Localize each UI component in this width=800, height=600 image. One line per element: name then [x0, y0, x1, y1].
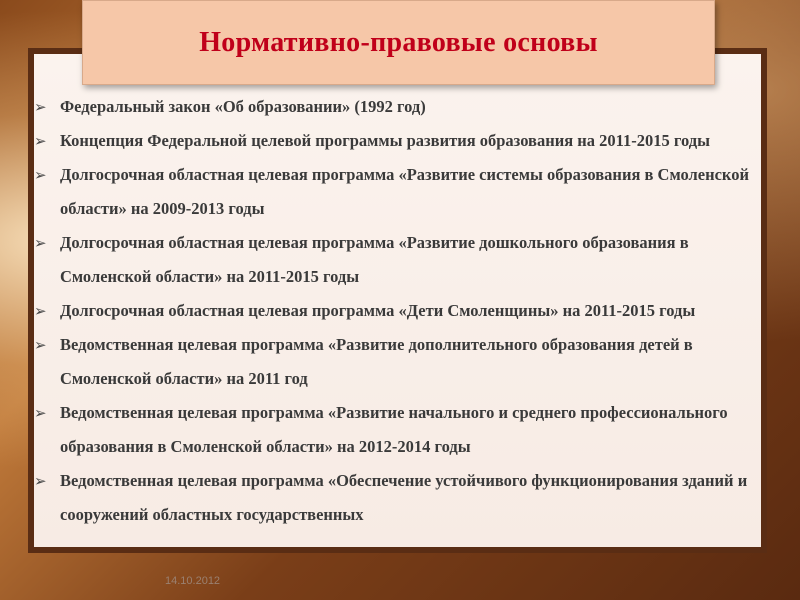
list-item-text: Ведомственная целевая программа «Развитие начального и среднего профессионального образования в Смоленской области» на 2012-2014 годы	[60, 403, 728, 456]
arrow-right-icon: ➢	[34, 98, 47, 116]
list-item	[28, 124, 758, 158]
list-item	[28, 294, 758, 328]
arrow-right-icon: ➢	[34, 336, 47, 354]
arrow-right-icon: ➢	[34, 404, 47, 422]
list-item-text: Ведомственная целевая программа «Обеспечение устойчивого функционирования зданий и сооружений областных государственных	[60, 471, 748, 524]
arrow-right-icon: ➢	[34, 234, 47, 252]
arrow-right-icon: ➢	[34, 302, 47, 320]
arrow-right-icon: ➢	[34, 166, 47, 184]
list-item	[28, 396, 758, 464]
list-item-text: Долгосрочная областная целевая программа «Развитие системы образования в Смоленской области» на 2009-2013 годы	[60, 165, 749, 218]
arrow-right-icon: ➢	[34, 472, 47, 490]
list-item	[28, 158, 758, 226]
list-item	[28, 226, 758, 294]
slide-date: 14.10.2012	[165, 575, 221, 587]
bullet-list	[28, 90, 758, 532]
list-item-text: Долгосрочная областная целевая программа «Дети Смоленщины» на 2011-2015 годы	[60, 301, 696, 320]
list-item	[28, 464, 758, 532]
list-item	[28, 328, 758, 396]
list-item	[28, 90, 758, 124]
list-item-text: Ведомственная целевая программа «Развитие дополнительного образования детей в Смоленской области» на 2011 год	[60, 335, 693, 388]
list-item-text: Федеральный закон «Об образовании» (1992 год)	[60, 97, 426, 116]
list-item-text: Долгосрочная областная целевая программа «Развитие дошкольного образования в Смоленской области» на 2011-2015 годы	[60, 233, 689, 286]
list-item-text: Концепция Федеральной целевой программы развития образования на 2011-2015 годы	[60, 131, 710, 150]
slide-title: Нормативно-правовые основы	[199, 26, 598, 58]
arrow-right-icon: ➢	[34, 132, 47, 150]
title-box	[82, 0, 715, 85]
